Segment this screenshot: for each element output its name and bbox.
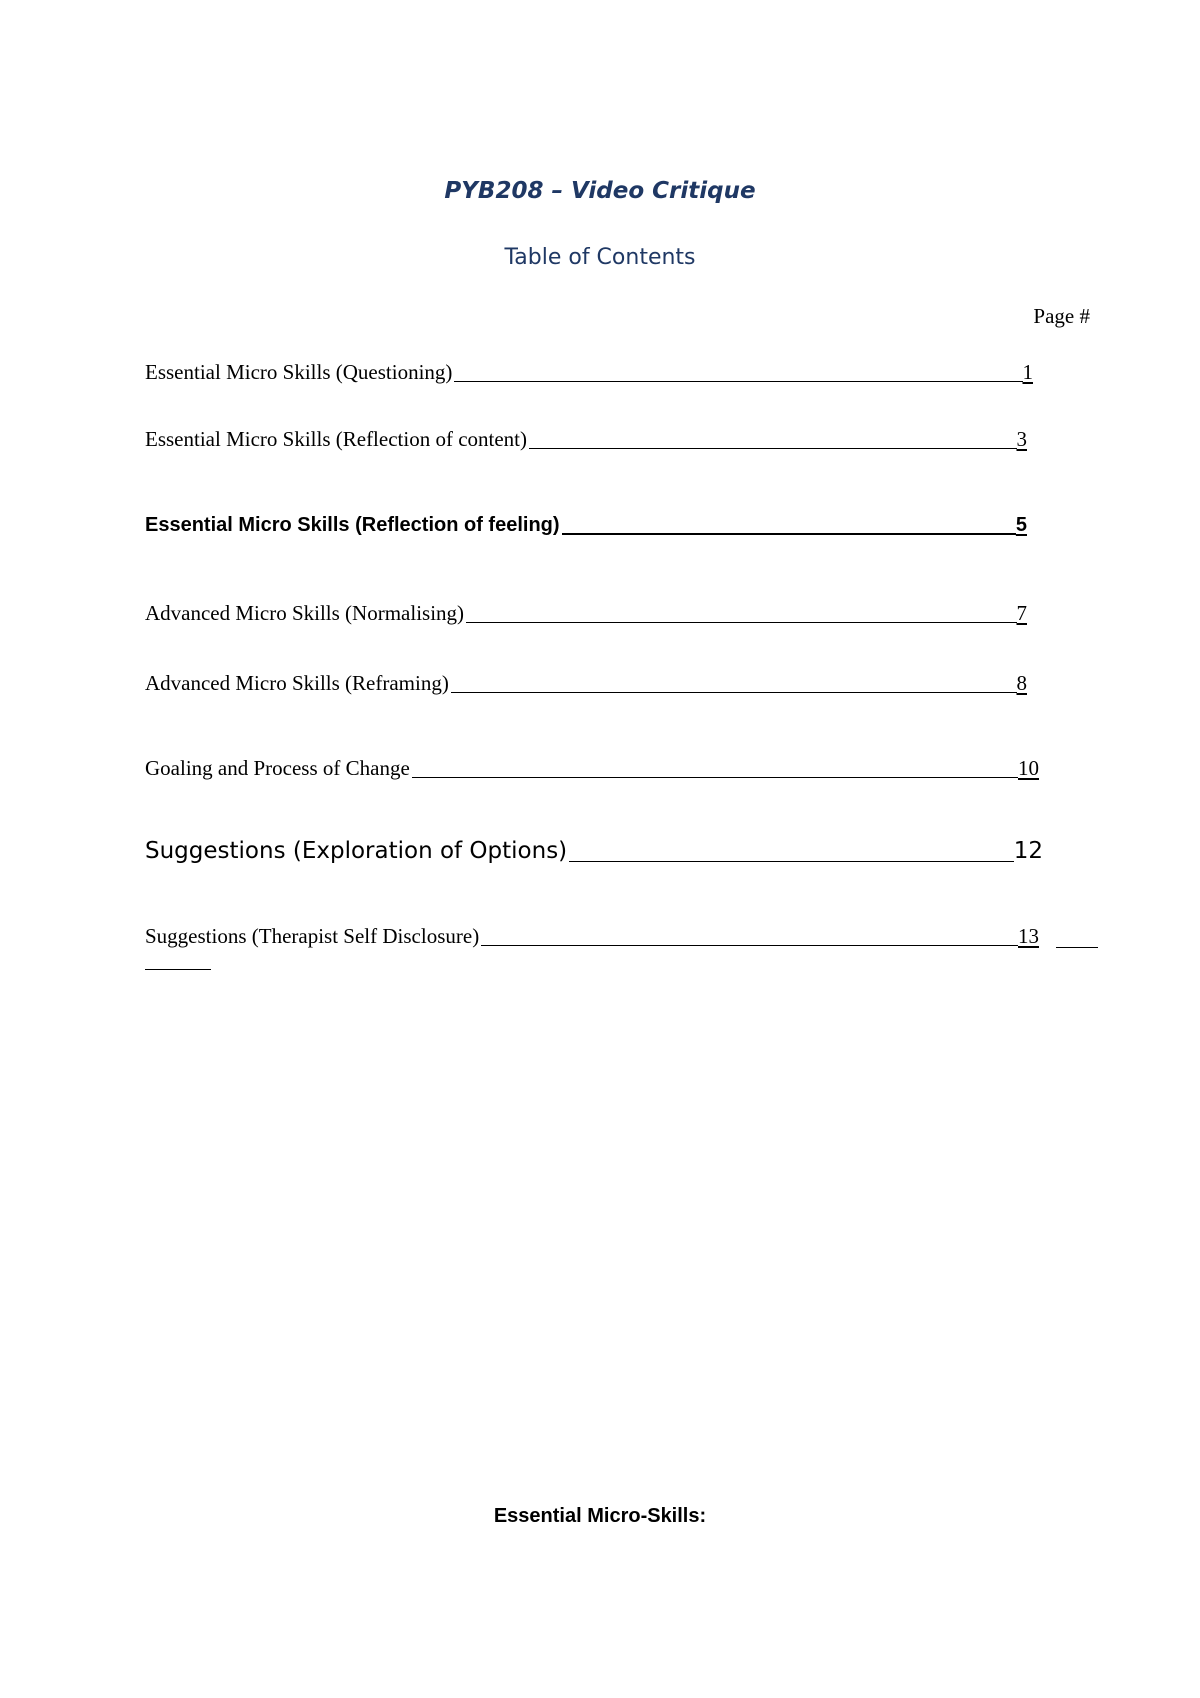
toc-entry-reframing[interactable] [145,669,1027,697]
toc-dot-leader [466,622,1016,623]
toc-entry-label: Essential Micro Skills (Questioning) [145,360,453,384]
toc-entry-page: 13 [1018,924,1039,948]
toc-entry-page: 5 [1015,514,1027,536]
toc-entry-page: 10 [1018,756,1039,780]
toc-dot-leader [481,945,1018,946]
toc-entry-page: 7 [1016,601,1027,625]
toc-entry-label: Essential Micro Skills (Reflection of content) [145,427,527,451]
toc-entry-label: Goaling and Process of Change [145,756,410,780]
stray-underline [145,969,211,970]
toc-entry-label: Suggestions (Exploration of Options) [145,838,568,864]
toc-dot-leader [412,777,1018,778]
toc-entry-questioning[interactable] [145,358,1033,386]
section-heading: Essential Micro-Skills: [493,1505,707,1527]
document-title: PYB208 – Video Critique [444,178,756,204]
toc-entry-goaling[interactable] [145,754,1039,782]
toc-dot-leader [529,448,1017,449]
toc-entry-therapist-self-disclosure[interactable] [145,922,1039,950]
toc-entry-page: 12 [1013,838,1043,864]
toc-entry-reflection-of-feeling[interactable] [145,511,1027,539]
toc-entry-normalising[interactable] [145,599,1027,627]
toc-entry-reflection-of-content[interactable] [145,425,1027,453]
toc-entry-exploration-of-options[interactable] [145,836,1043,866]
toc-entry-page: 8 [1016,671,1027,695]
toc-dot-leader [562,533,1016,535]
toc-heading: Table of Contents [504,245,696,270]
toc-entry-page: 3 [1016,427,1027,451]
stray-underline [1056,947,1098,948]
toc-dot-leader [451,692,1017,693]
toc-entry-label: Advanced Micro Skills (Reframing) [145,671,449,695]
toc-entry-label: Advanced Micro Skills (Normalising) [145,601,465,625]
page-number-column-label: Page # [1033,304,1090,328]
toc-dot-leader [454,381,1022,382]
toc-entry-label: Suggestions (Therapist Self Disclosure) [145,924,480,948]
toc-entry-label: Essential Micro Skills (Reflection of feeling) [145,514,560,536]
toc-dot-leader [569,861,1014,862]
toc-entry-page: 1 [1022,360,1033,384]
